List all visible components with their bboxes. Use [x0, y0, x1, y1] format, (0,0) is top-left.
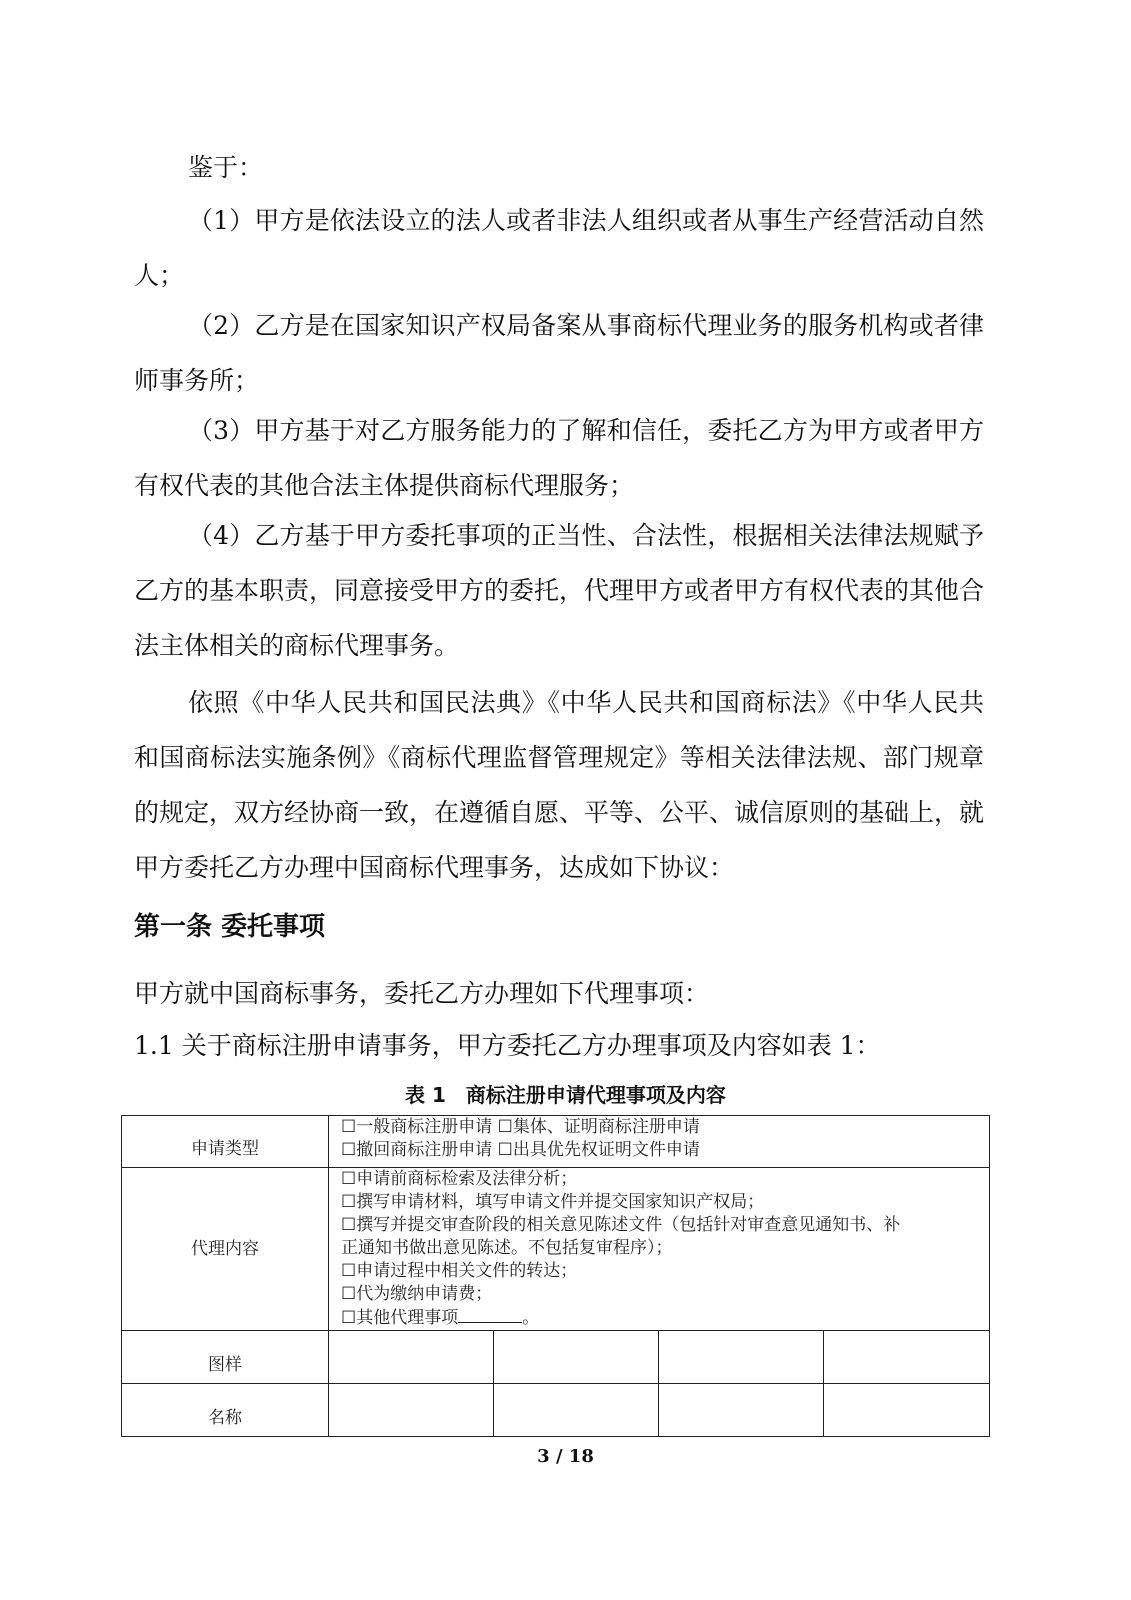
table-row-specimen: [122, 1331, 990, 1384]
article-1-heading: 第一条 委托事项: [134, 912, 326, 942]
agency-content-line: ☐撰写并提交审查阶段的相关意见陈述文件（包括针对审查意见通知书、补: [341, 1215, 901, 1235]
whereas-item-1: （1）甲方是依法设立的法人或者非法人组织或者从事生产经营活动自然人；: [134, 206, 984, 290]
article-1-intro: 甲方就中国商标事务，委托乙方办理如下代理事项：: [134, 979, 710, 1008]
table-row-application-type: [122, 1116, 990, 1168]
specimen-label: 图样: [122, 1331, 329, 1384]
agency-content-line: ☐申请前商标检索及法律分析；: [341, 1169, 578, 1189]
specimen-cell: [659, 1331, 824, 1384]
application-type-label: 申请类型: [122, 1116, 329, 1168]
agency-content-options: [329, 1168, 990, 1331]
specimen-cell: [494, 1331, 659, 1384]
whereas-heading: 鉴于：: [188, 153, 264, 182]
clause-1-1: 1.1 关于商标注册申请事务，甲方委托乙方办理事项及内容如表 1：: [134, 1031, 881, 1060]
application-type-line: ☐撤回商标注册申请 ☐出具优先权证明文件申请: [341, 1140, 700, 1160]
name-cell: [494, 1384, 659, 1437]
table-row-name: [122, 1384, 990, 1437]
page-number: 3 / 18: [537, 1446, 594, 1467]
specimen-cell: [824, 1331, 990, 1384]
name-cell: [659, 1384, 824, 1437]
other-items-suffix: 。: [522, 1308, 540, 1328]
agency-content-label: 代理内容: [122, 1168, 329, 1331]
name-cell: [824, 1384, 990, 1437]
whereas-item-3: （3）甲方基于对乙方服务能力的了解和信任，委托乙方为甲方或者甲方有权代表的其他合法主体提供商标代理服务；: [134, 416, 984, 500]
agency-content-other-line: [341, 1306, 989, 1330]
agency-content-line: 正通知书做出意见陈述。不包括复审程序）；: [341, 1238, 673, 1258]
application-type-options: [329, 1116, 990, 1168]
name-cell: [329, 1384, 494, 1437]
specimen-cell: [329, 1331, 494, 1384]
whereas-item-2: （2）乙方是在国家知识产权局备案从事商标代理业务的服务机构或者律师事务所；: [134, 311, 984, 395]
legal-basis-paragraph: 依照《中华人民共和国民法典》《中华人民共和国商标法》《中华人民共和国商标法实施条例》《商标代理监督管理规定》等相关法律法规、部门规章的规定，双方经协商一致，在遵循自愿、平等、公平、诚信原则的基础上，就甲方委托乙方办理中国商标代理事务，达成如下协议：: [134, 688, 985, 882]
whereas-item-4: （4）乙方基于甲方委托事项的正当性、合法性，根据相关法律法规赋予乙方的基本职责，同意接受甲方的委托，代理甲方或者甲方有权代表的其他合法主体相关的商标代理事务。: [134, 521, 985, 660]
table-1: [121, 1115, 990, 1437]
agency-content-line: ☐申请过程中相关文件的转达；: [341, 1261, 578, 1281]
name-label: 名称: [122, 1384, 329, 1437]
table-1-caption: 表 1 商标注册申请代理事项及内容: [405, 1083, 726, 1107]
other-items-blank: [458, 1306, 522, 1323]
other-items-prefix: ☐其他代理事项: [341, 1308, 459, 1328]
application-type-line: ☐一般商标注册申请 ☐集体、证明商标注册申请: [341, 1117, 700, 1137]
agency-content-line: ☐代为缴纳申请费；: [341, 1284, 493, 1304]
agency-content-line: ☐撰写申请材料，填写申请文件并提交国家知识产权局；: [341, 1192, 765, 1212]
table-row-agency-content: [122, 1168, 990, 1331]
